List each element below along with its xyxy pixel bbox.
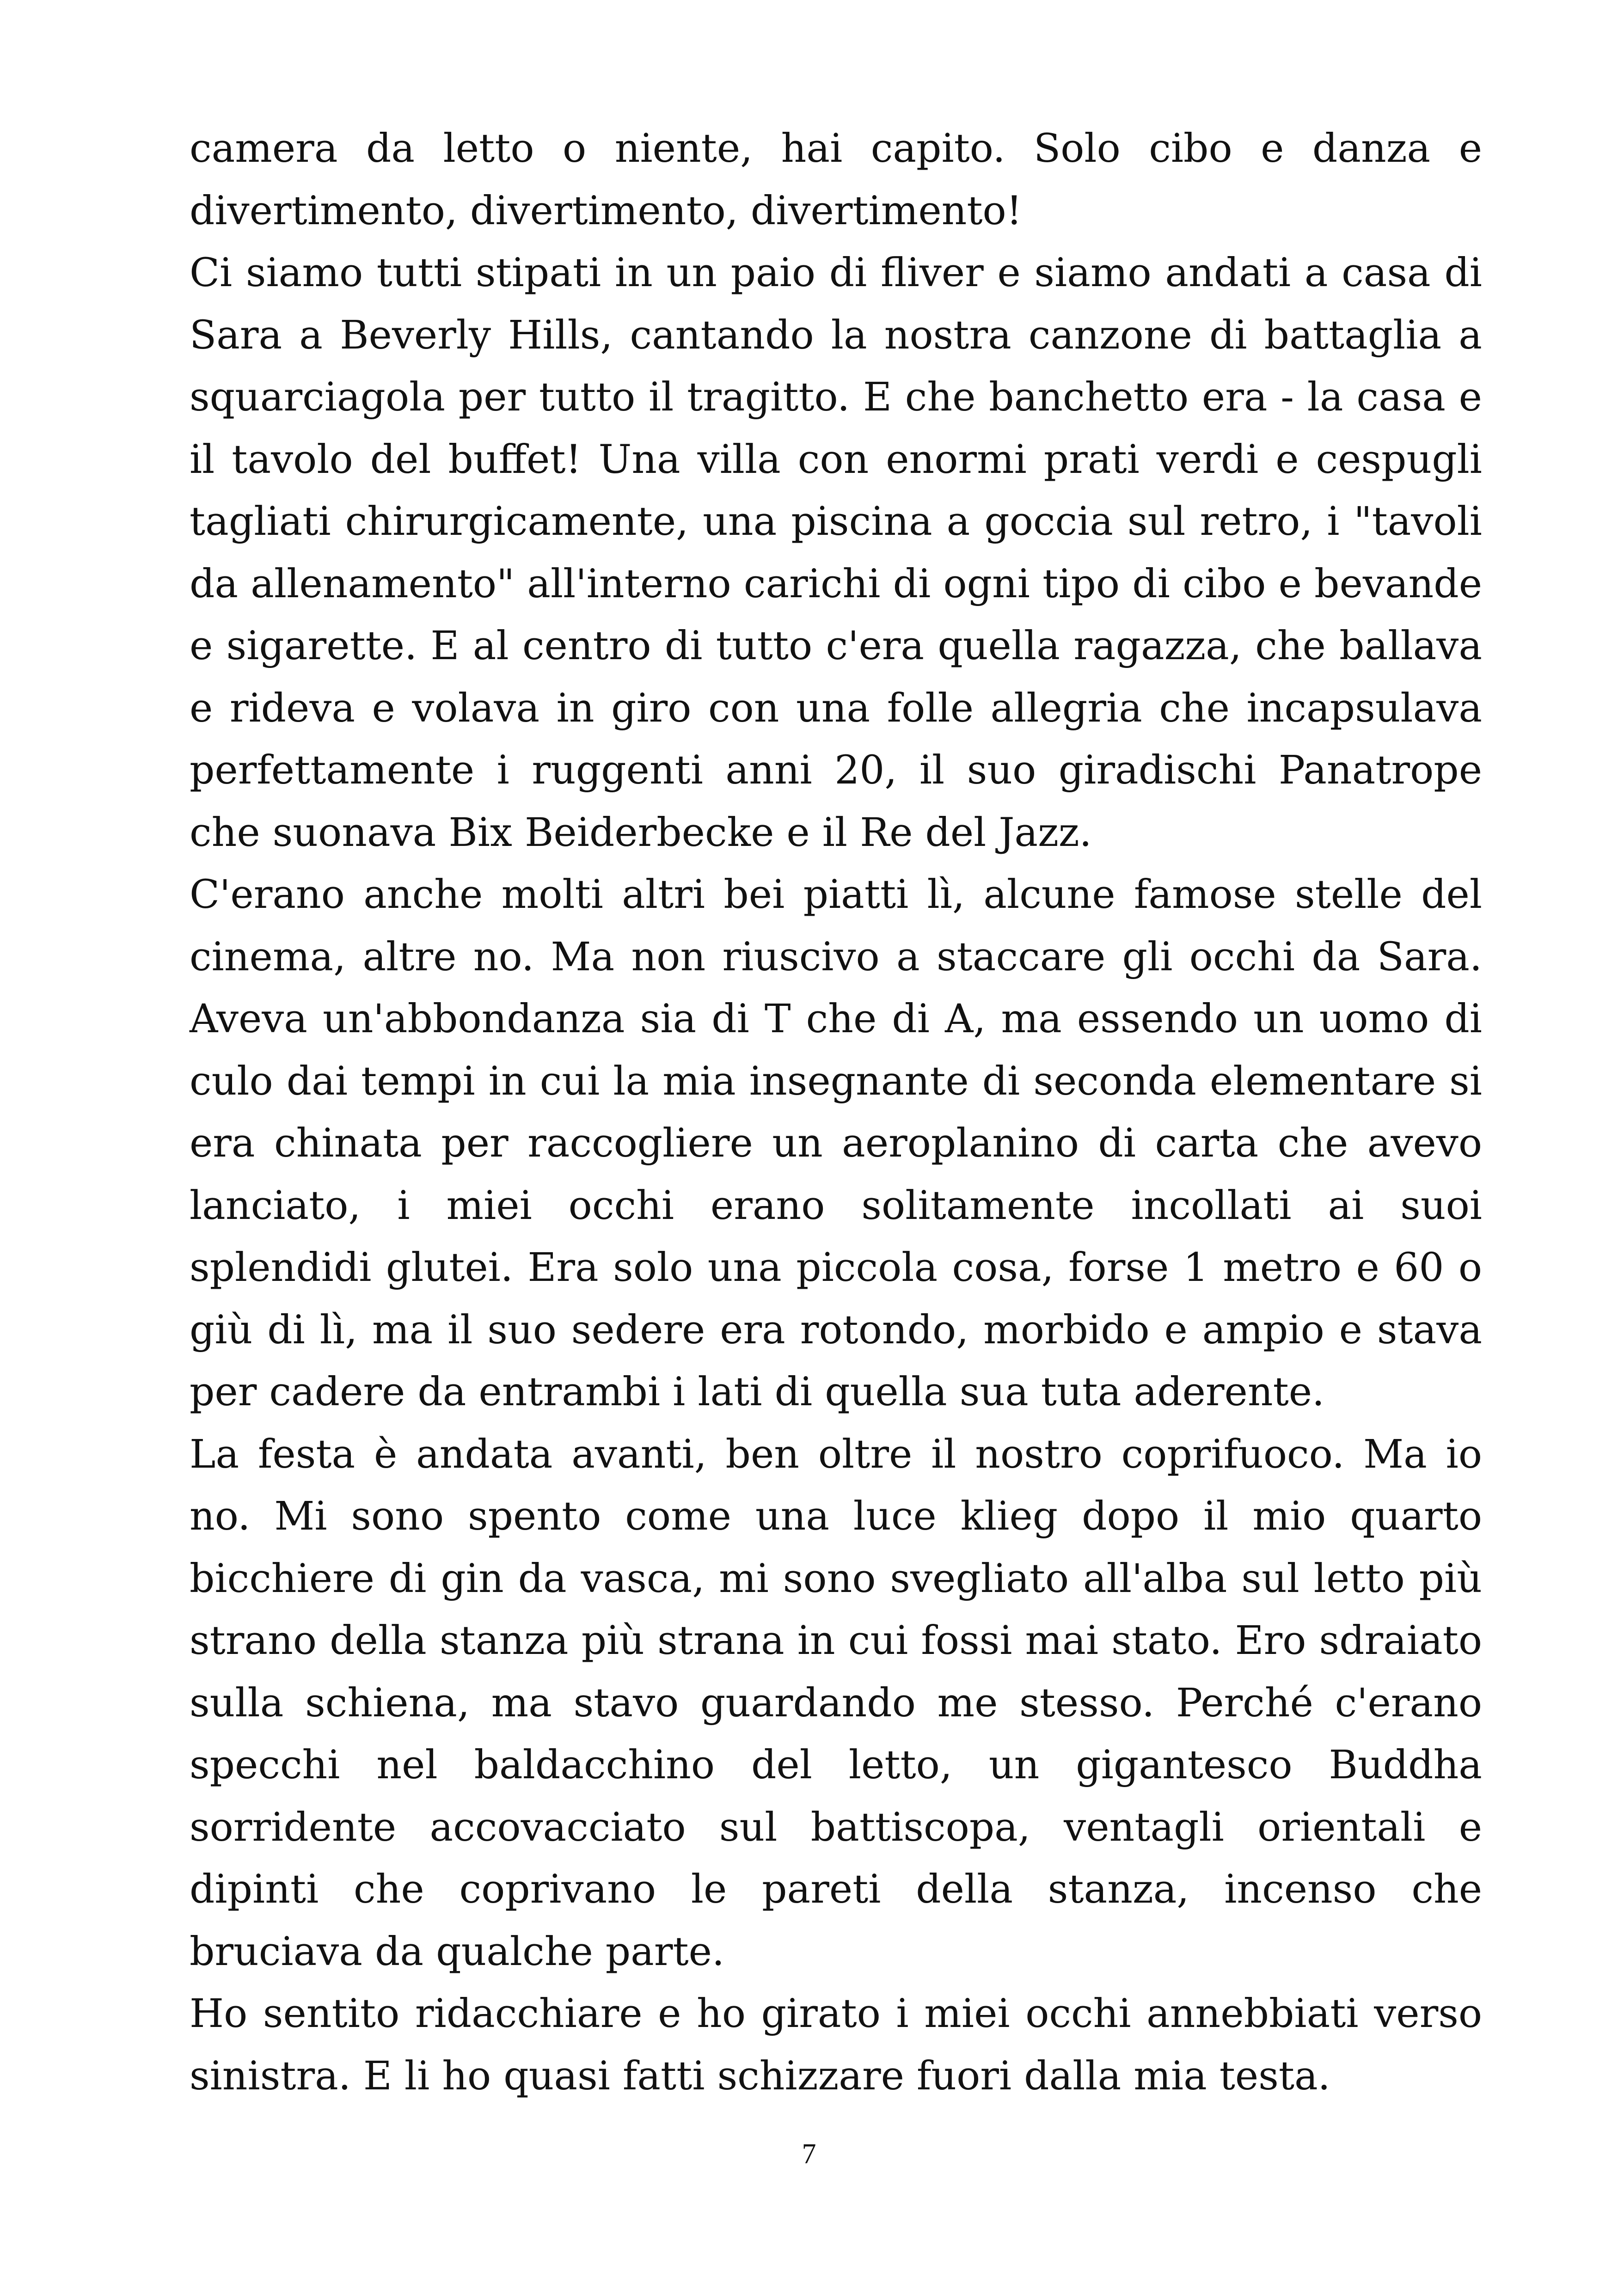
body-text	[190, 118, 1482, 2107]
paragraph-3: C'erano anche molti altri bei piatti lì, alcune famose stelle del cinema, altre no. Ma non riuscivo a staccare gli occhi da Sara. Aveva un'abbondanza sia di T che di A, ma essendo un uomo di culo dai tempi in cui la mia insegnante di seconda elementare si era chinata per raccogliere un aeroplanino di carta che avevo lanciato, i miei occhi erano solitamente incollati ai suoi splendidi glutei. Era solo una piccola cosa, forse 1 metro e 60 o giù di lì, ma il suo sedere era rotondo, morbido e ampio e stava per cadere da entrambi i lati di quella sua tuta aderente.	[190, 872, 1482, 1415]
paragraph-1: camera da letto o niente, hai capito. Solo cibo e danza e divertimento, divertimento, divertimento!	[190, 126, 1482, 234]
paragraph-5: Ho sentito ridacchiare e ho girato i miei occhi annebbiati verso sinistra. E li ho quasi fatti schizzare fuori dalla mia testa.	[190, 1991, 1482, 2099]
page-number: 7	[802, 2138, 816, 2170]
paragraph-4: La festa è andata avanti, ben oltre il nostro coprifuoco. Ma io no. Mi sono spento come una luce klieg dopo il mio quarto bicchiere di gin da vasca, mi sono svegliato all'alba sul letto più strano della stanza più strana in cui fossi mai stato. Ero sdraiato sulla schiena, ma stavo guardando me stesso. Perché c'erano specchi nel baldacchino del letto, un gigantesco Buddha sorridente accovacciato sul battiscopa, ventagli orientali e dipinti che coprivano le pareti della stanza, incenso che bruciava da qualche parte.	[190, 1431, 1482, 1975]
paragraph-2: Ci siamo tutti stipati in un paio di fliver e siamo andati a casa di Sara a Beverly Hills, cantando la nostra canzone di battaglia a squarciagola per tutto il tragitto. E che banchetto era - la casa e il tavolo del buffet! Una villa con enormi prati verdi e cespugli tagliati chirurgicamente, una piscina a goccia sul retro, i "tavoli da allenamento" all'interno carichi di ogni tipo di cibo e bevande e sigarette. E al centro di tutto c'era quella ragazza, che ballava e rideva e volava in giro con una folle allegria che incapsulava perfettamente i ruggenti anni 20, il suo giradischi Panatrope che suonava Bix Beiderbecke e il Re del Jazz.	[190, 250, 1482, 856]
